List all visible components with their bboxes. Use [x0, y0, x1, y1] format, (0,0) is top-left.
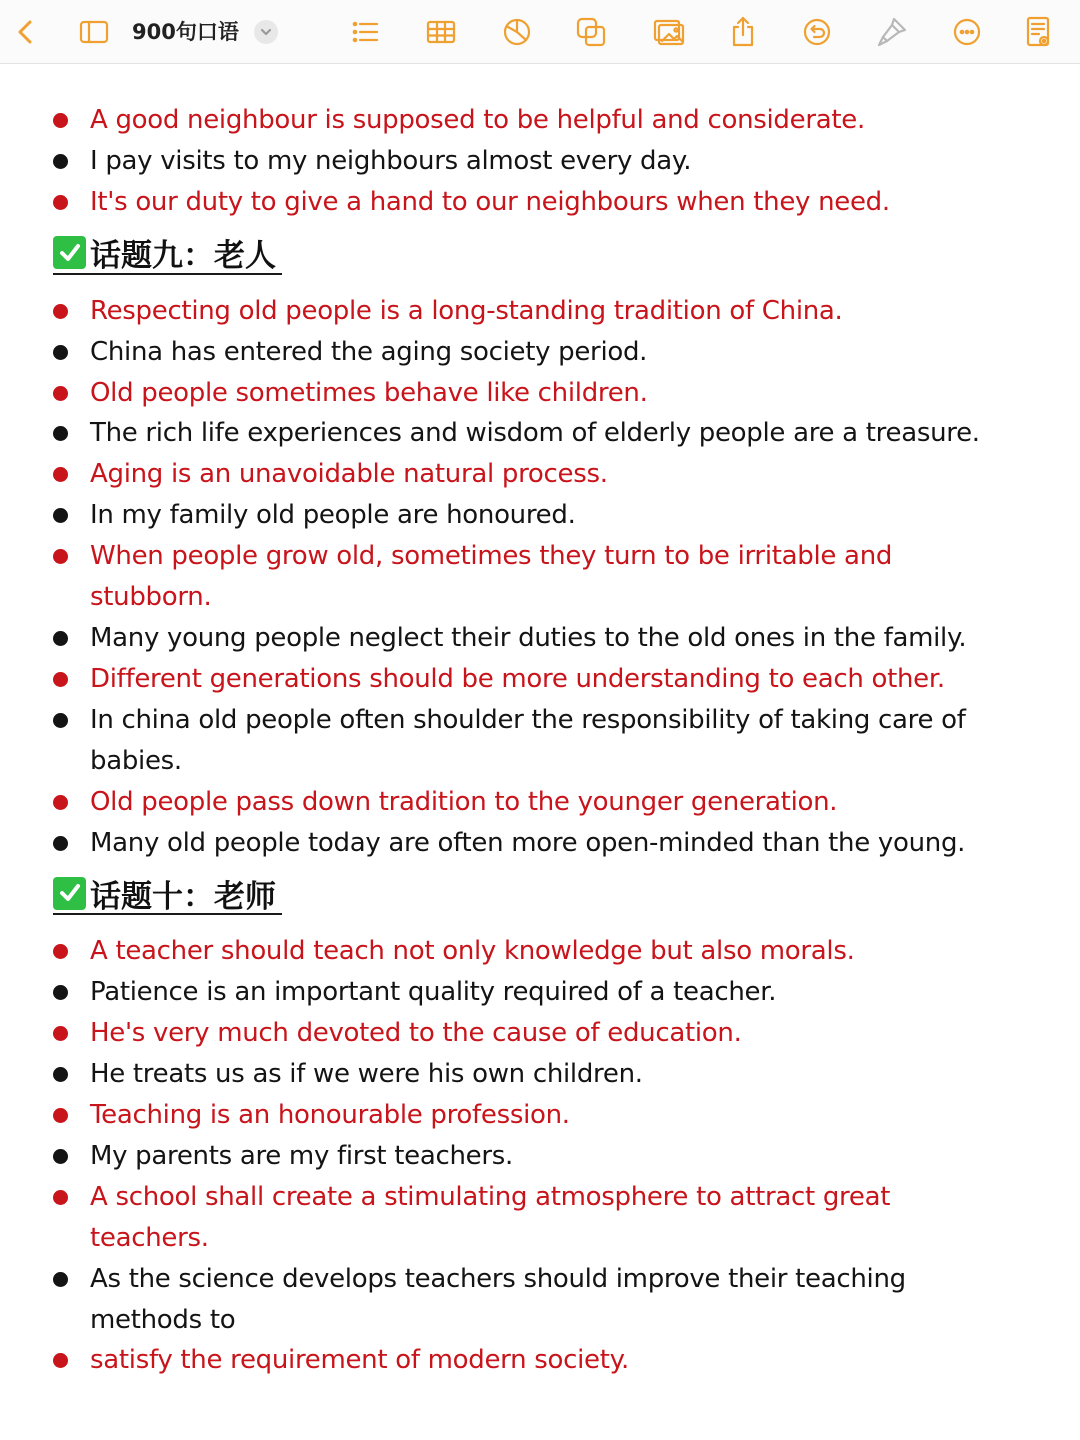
bullet-dot-icon [53, 631, 68, 646]
table-icon[interactable] [421, 12, 461, 52]
bullet-dot-icon [53, 113, 68, 128]
format-brush-icon[interactable] [872, 12, 912, 52]
bullet-text: Many old people today are often more open-minded than the young. [90, 827, 966, 858]
bullet-text: I pay visits to my neighbours almost every day. [90, 145, 692, 176]
bullet-list-item [0, 1013, 1080, 1054]
bullet-dot-icon [53, 1108, 68, 1123]
shapes-icon[interactable] [571, 12, 611, 52]
bullet-list-item [0, 823, 1080, 864]
bullet-text: A good neighbour is supposed to be helpful and considerate. [90, 105, 865, 135]
bullet-dot-icon [53, 1272, 68, 1287]
bullet-list-item [0, 1340, 1080, 1381]
section-heading-text: 话题九：老人 [90, 238, 276, 275]
bullet-dot-icon [53, 944, 68, 959]
document-body [0, 100, 1080, 1381]
share-icon[interactable] [723, 12, 763, 52]
more-icon[interactable] [947, 12, 987, 52]
bullet-dot-icon [53, 795, 68, 810]
title-dropdown-icon[interactable] [254, 20, 278, 44]
bullet-text: Different generations should be more understanding to each other. [90, 663, 945, 694]
section-heading-underline [53, 873, 282, 915]
list-icon[interactable] [345, 12, 385, 52]
bullet-dot-icon [53, 1190, 68, 1205]
bullet-list-item [0, 454, 1080, 495]
bullet-list-item [0, 291, 1080, 332]
media-icon[interactable] [649, 12, 689, 52]
bullet-dot-icon [53, 508, 68, 523]
bullet-list-item [0, 495, 1080, 536]
section-heading [0, 863, 1080, 931]
bullet-text: Many young people neglect their duties to the old ones in the family. [90, 622, 967, 653]
bullet-text: Respecting old people is a long-standing tradition of China. [90, 295, 843, 326]
bullet-dot-icon [53, 304, 68, 319]
bullet-dot-icon [53, 467, 68, 482]
bullet-dot-icon [53, 836, 68, 851]
bullet-list-item [0, 1177, 1080, 1259]
bullet-text: Old people pass down tradition to the younger generation. [90, 786, 838, 817]
bullet-list-item [0, 332, 1080, 373]
bullet-list-item [0, 1095, 1080, 1136]
bullet-text: Patience is an important quality required of a teacher. [90, 977, 777, 1008]
bullet-text: A school shall create a stimulating atmosphere to attract great teachers. [90, 1181, 891, 1253]
bullet-text: He's very much devoted to the cause of education. [90, 1018, 742, 1049]
bullet-text: The rich life experiences and wisdom of elderly people are a treasure. [90, 418, 980, 449]
bullet-list-item [0, 1136, 1080, 1177]
sidebar-icon[interactable] [74, 12, 114, 52]
section-heading-underline [53, 233, 282, 275]
bullet-dot-icon [53, 386, 68, 401]
bullet-dot-icon [53, 1353, 68, 1368]
bullet-dot-icon [53, 154, 68, 169]
bullet-dot-icon [53, 1067, 68, 1082]
bullet-dot-icon [53, 1149, 68, 1164]
chart-icon[interactable] [497, 12, 537, 52]
bullet-list-item [0, 700, 1080, 782]
bullet-list-item [0, 100, 1080, 141]
bullet-text: He treats us as if we were his own children. [90, 1059, 643, 1090]
bullet-text: Aging is an unavoidable natural process. [90, 459, 608, 490]
bullet-list-item [0, 618, 1080, 659]
bullet-text: When people grow old, sometimes they turn to be irritable and stubborn. [90, 541, 893, 613]
checkmark-icon [53, 877, 86, 910]
bullet-text: A teacher should teach not only knowledge but also morals. [90, 936, 855, 967]
bullet-text: China has entered the aging society period. [90, 336, 648, 367]
checkmark-icon [53, 236, 86, 269]
bullet-list-item [0, 182, 1080, 223]
bullet-text: Teaching is an honourable profession. [90, 1100, 570, 1131]
bullet-text: My parents are my first teachers. [90, 1140, 513, 1171]
document-title[interactable]: 900句口语 [132, 20, 239, 44]
bullet-text: satisfy the requirement of modern society. [90, 1345, 629, 1376]
bullet-list-item [0, 782, 1080, 823]
bullet-list-item [0, 1054, 1080, 1095]
document-settings-icon[interactable] [1018, 12, 1058, 52]
bullet-dot-icon [53, 426, 68, 441]
bullet-text: It's our duty to give a hand to our neighbours when they need. [90, 186, 890, 217]
bullet-dot-icon [53, 713, 68, 728]
bullet-list-item [0, 931, 1080, 972]
bullet-list-item [0, 1259, 1080, 1341]
bullet-text: Old people sometimes behave like children. [90, 377, 648, 408]
bullet-dot-icon [53, 985, 68, 1000]
bullet-dot-icon [53, 1026, 68, 1041]
bullet-list-item [0, 659, 1080, 700]
bullet-dot-icon [53, 672, 68, 687]
bullet-text: As the science develops teachers should improve their teaching methods to [90, 1263, 906, 1335]
bullet-list-item [0, 413, 1080, 454]
bullet-list-item [0, 972, 1080, 1013]
section-heading [0, 223, 1080, 291]
bullet-dot-icon [53, 195, 68, 210]
bullet-list-item [0, 141, 1080, 182]
section-heading-text: 话题十：老师 [90, 878, 276, 915]
bullet-dot-icon [53, 345, 68, 360]
back-icon[interactable] [6, 12, 46, 52]
bullet-list-item [0, 373, 1080, 414]
bullet-text: In china old people often shoulder the responsibility of taking care of babies. [90, 704, 966, 776]
bullet-text: In my family old people are honoured. [90, 500, 576, 531]
bullet-list-item [0, 536, 1080, 618]
undo-icon[interactable] [797, 12, 837, 52]
bullet-dot-icon [53, 549, 68, 564]
top-toolbar [0, 0, 1080, 64]
